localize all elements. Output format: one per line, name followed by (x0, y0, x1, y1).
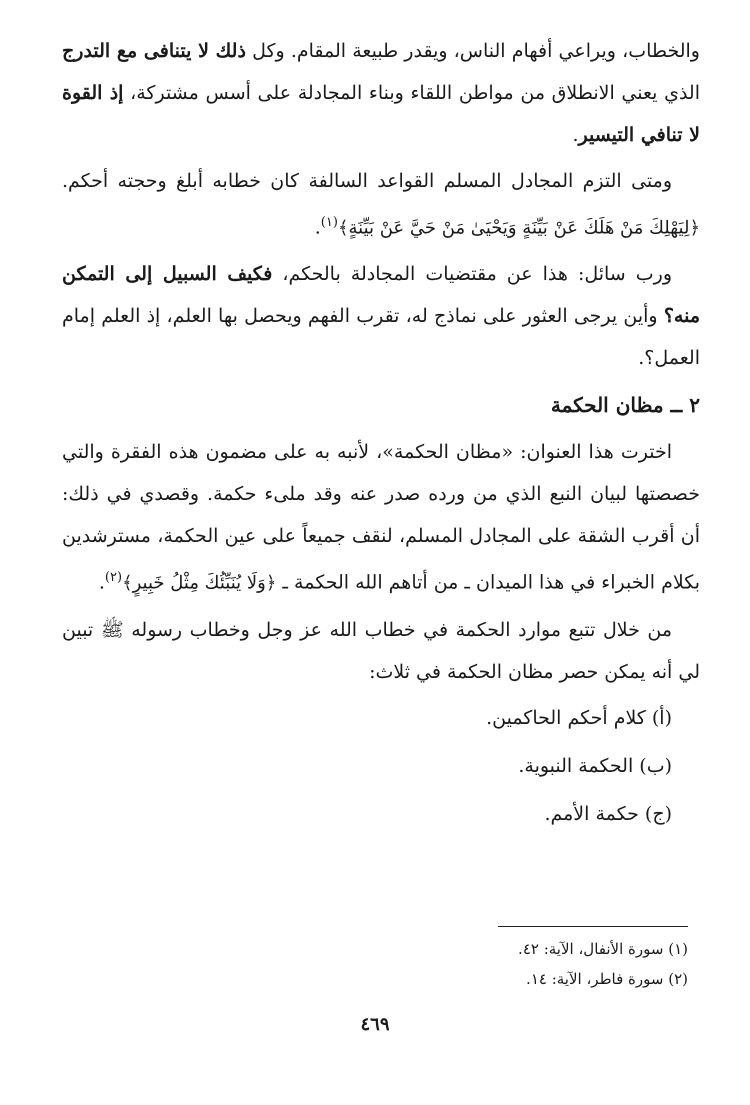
paragraph-1 (62, 30, 700, 156)
footnote-ref-1[interactable]: (١) (320, 215, 338, 230)
footnotes (288, 934, 688, 994)
paragraph-4-text-b: . (98, 571, 105, 594)
footnote-ref-2[interactable]: (٢) (104, 570, 123, 586)
paragraph-5 (62, 609, 700, 693)
paragraph-2-text-b: . (314, 216, 321, 239)
page-number: ٤٦٩ (360, 1014, 390, 1035)
quran-verse-2: ﴿وَلَا يُنَبِّئُكَ مِثْلُ خَبِيرٍ﴾ (122, 572, 277, 594)
paragraph-1-bold-a: ذلك لا يتنافى مع التدرج (62, 40, 246, 62)
paragraph-2-text-a: ومتى التزم المجادل المسلم القواعد السالفة كان خطابه أبلغ وحجته أحكم. (62, 170, 672, 192)
paragraph-2 (62, 160, 700, 249)
list-item: (أ) كلام أحكم الحاكمين. (486, 706, 672, 729)
paragraph-3-text-a: ورب سائل: هذا عن مقتضيات المجادلة بالحكم، (272, 263, 672, 286)
paragraph-1-bold-b: إذ القوة لا تنافي التيسير (62, 82, 700, 146)
section-heading: ٢ ــ مظان الحكمة (550, 393, 700, 418)
page-body (62, 30, 700, 841)
footnote-2: (٢) سورة فاطر، الآية: ١٤. (526, 970, 688, 988)
quran-verse-1: ﴿لِيَهْلِكَ مَنْ هَلَكَ عَنْ بَيِّنَةٍ وَيَحْيَىٰ مَنْ حَيَّ عَنْ بَيِّنَةٍ﴾ (337, 217, 700, 239)
paragraph-3-bold-a: فكيف السبيل إلى التمكن منه؟ (62, 263, 700, 328)
paragraph-3 (62, 253, 700, 379)
paragraph-4-text-a: اخترت هذا العنوان: «مظان الحكمة»، لأنبه به على مضمون هذه الفقرة والتي خصصتها لبيان النبع الذي من ورده صدر عنه وقد ملىء حكمة. وقصدي في ذلك: أن أقرب الشقة على المجادل المسلم، لنقف جميعاً على عين الحكمة، مسترشدين بكلام الخبراء في هذا الميدان ـ من أتاهم الله الحكمة ـ (62, 441, 700, 594)
paragraph-3-text-b: وأين يرجى العثور على نماذج له، تقرب الفهم ويحصل بها العلم، إذ العلم إمام العمل؟. (62, 305, 700, 370)
footnote-1: (١) سورة الأنفال، الآية: ٤٢. (518, 940, 688, 958)
paragraph-1-text-b: الذي يعني الانطلاق من مواطن اللقاء وبناء المجادلة على أسس مشتركة، (123, 82, 700, 104)
footnote-separator (498, 926, 688, 927)
list-item: (ب) الحكمة النبوية. (518, 754, 672, 777)
wisdom-sources-list (62, 697, 700, 835)
paragraph-1-text-c: . (572, 124, 579, 146)
list-item: (ج) حكمة الأمم. (544, 802, 672, 825)
paragraph-4 (62, 431, 700, 604)
paragraph-5-text: من خلال تتبع موارد الحكمة في خطاب الله عز وجل وخطاب رسوله ﷺ تبين لي أنه يمكن حصر مظان الحكمة في ثلاث: (62, 618, 700, 683)
paragraph-1-text-a: والخطاب، ويراعي أفهام الناس، ويقدر طبيعة المقام. وكل (245, 40, 700, 62)
